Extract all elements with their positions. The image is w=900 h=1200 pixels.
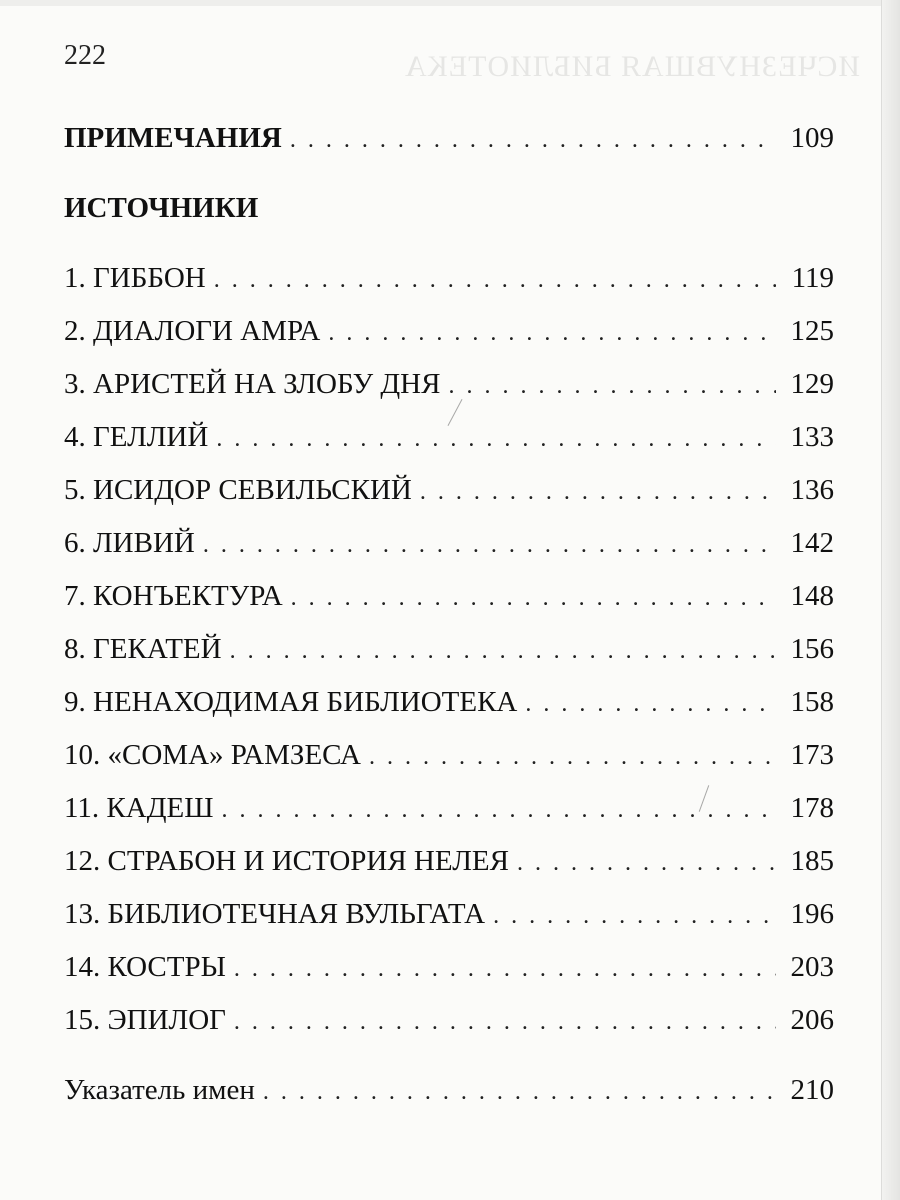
toc-entry-title: 12. СТРАБОН И ИСТОРИЯ НЕЛЕЯ [64,845,509,877]
toc-entry-page: 196 [790,898,834,930]
toc-entry-source[interactable] [64,786,834,830]
toc-leader-dots [290,118,776,162]
toc-leader-dots [369,735,776,779]
bleed-running-header: ИСЧЕЗНУВШАЯ БИБЛИОТЕКА [404,50,860,83]
toc-entry-source[interactable] [64,574,834,618]
toc-leader-dots [203,523,776,567]
toc-leader-dots [221,788,776,832]
toc-entry-page: 185 [790,845,834,877]
toc-entry-page: 206 [790,1004,834,1036]
toc-entry-source[interactable] [64,945,834,989]
toc-entry-title: Указатель имен [64,1074,255,1106]
page-number: 222 [64,40,106,71]
sources-heading: ИСТОЧНИКИ [64,192,259,224]
toc-entry-source[interactable] [64,468,834,512]
toc-leader-dots [328,311,776,355]
toc-leader-dots [493,894,776,938]
toc-leader-dots [420,470,776,514]
toc-entry-title: 4. ГЕЛЛИЙ [64,421,209,453]
toc-leader-dots [263,1070,776,1114]
toc-entry-page: 119 [791,262,834,294]
toc-entry-title: 10. «СОМА» РАМЗЕСА [64,739,361,771]
toc-entry-source[interactable] [64,892,834,936]
toc-leader-dots [214,258,776,302]
toc-entry-page: 158 [790,686,834,718]
toc-entry-source[interactable] [64,680,834,724]
toc-entry-notes[interactable] [64,116,834,160]
toc-leader-dots [230,629,776,673]
toc-leader-dots [234,1000,776,1044]
toc-entry-page: 125 [790,315,834,347]
toc-entry-page: 129 [790,368,834,400]
toc-entry-title: 6. ЛИВИЙ [64,527,195,559]
toc-entry-title: 5. ИСИДОР СЕВИЛЬСКИЙ [64,474,412,506]
toc-leader-dots [216,417,776,461]
toc-entry-page: 142 [790,527,834,559]
toc-entry-title: 15. ЭПИЛОГ [64,1004,226,1036]
toc-entry-page: 136 [790,474,834,506]
toc-entry-index[interactable] [64,1068,834,1112]
toc-entry-source[interactable] [64,521,834,565]
toc-entry-title: 2. ДИАЛОГИ АМРА [64,315,321,347]
toc-leader-dots [517,841,776,885]
toc-entry-source[interactable] [64,998,834,1042]
toc-entry-page: 210 [790,1074,834,1106]
toc-entry-source[interactable] [64,627,834,671]
page-top-edge [0,0,900,6]
toc-entry-title: 14. КОСТРЫ [64,951,226,983]
toc-entry-page: 173 [790,739,834,771]
toc-entry-source[interactable] [64,733,834,777]
toc-entry-page: 133 [790,421,834,453]
toc-leader-dots [291,576,776,620]
toc-entry-title: 3. АРИСТЕЙ НА ЗЛОБУ ДНЯ [64,368,441,400]
toc-entry-source[interactable] [64,362,834,406]
toc-entry-source[interactable] [64,839,834,883]
toc-entry-title: 13. БИБЛИОТЕЧНАЯ ВУЛЬГАТА [64,898,486,930]
toc-entry-page: 109 [790,122,834,154]
toc-leader-dots [234,947,776,991]
toc-entry-source[interactable] [64,309,834,353]
toc-entry-page: 178 [790,792,834,824]
toc-entry-title: 1. ГИББОН [64,262,206,294]
page-right-edge [881,0,900,1200]
toc-entry-title: 11. КАДЕШ [64,792,214,824]
toc-entry-title: 7. КОНЪЕКТУРА [64,580,283,612]
toc-entry-title: 8. ГЕКАТЕЙ [64,633,222,665]
toc-entry-page: 156 [790,633,834,665]
toc-entry-page: 203 [790,951,834,983]
toc-leader-dots [448,364,776,408]
toc-entry-title: 9. НЕНАХОДИМАЯ БИБЛИОТЕКА [64,686,518,718]
toc-leader-dots [525,682,776,726]
toc-entry-source[interactable] [64,256,834,300]
toc-entry-page: 148 [790,580,834,612]
toc-entry-title: ПРИМЕЧАНИЯ [64,122,282,154]
